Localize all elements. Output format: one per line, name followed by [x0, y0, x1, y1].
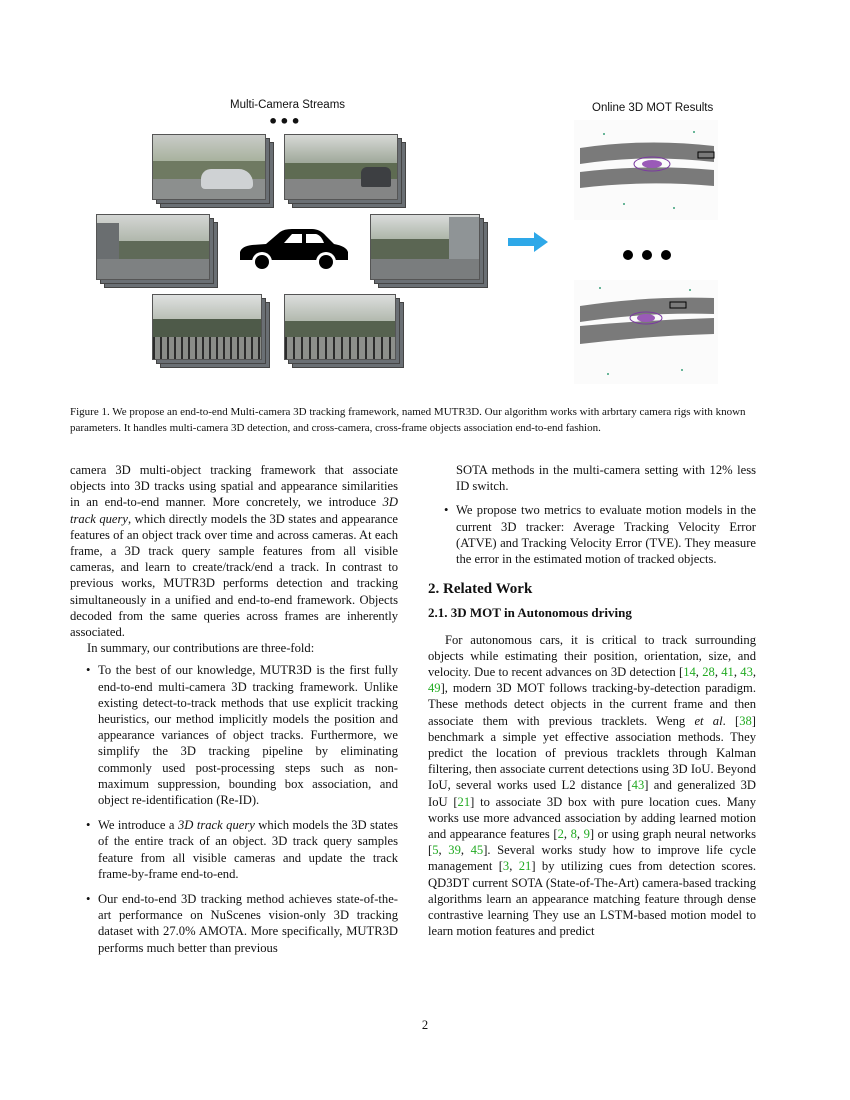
- page-number: 2: [421, 1018, 429, 1032]
- subsection-heading: 2.1. 3D MOT in Autonomous driving: [428, 605, 632, 621]
- citation-link[interactable]: 49: [428, 681, 441, 696]
- citation-link[interactable]: 41: [721, 665, 734, 680]
- camera-ellipsis-dots: •••: [268, 112, 302, 131]
- citation-link[interactable]: 43: [631, 778, 645, 793]
- camera-image-back: [284, 294, 396, 360]
- camera-image-back-left: [152, 294, 262, 360]
- left-figure-title: Multi-Camera Streams: [230, 99, 346, 111]
- related-work-paragraph: For autonomous cars, it is critical to track surrounding objects while estimating their position, orientation, size, and velocity. Due to recent advances on 3D detection [14, 28, 41, 43, 49], modern 3D MOT follows tracking-by-detection paradigm. These methods detect objects in the current frame and then associate them with previous tracklets. Weng et al. [38] benchmark a simple yet effective association methods. They predict the location of previous tracklets through Kalman filtering, then associate current detections using 3D IoU. Beyond IoU, several works used L2 distance [43] and generalized 3D IoU [21] to associate 3D box with pure location cues. Many works use more advanced association by adding learned motion and appearance features [2, 8, 9] or using graph neural networks [5, 39, 45]. Several works study how to improve life cycle management [3, 21] by utilizing cues from detection scores. QD3DT current SOTA (State-of-The-Art) camera-based tracking algorithms learn an appearance matching feature through dense contrastive learning They use an LSTM-based motion model to learn motion features and predict: [428, 632, 757, 939]
- citation-link[interactable]: 45: [470, 843, 484, 858]
- section-heading: 2. Related Work: [428, 581, 533, 598]
- intro-paragraph: camera 3D multi-object tracking framework that associate objects into 3D tracks using spatial and appearance similarities in an end-to-end manner. More concretely, we introduce 3D track query, which directly models the 3D states and appearance features of an object track over time and across cameras. At each frame, a 3D track query sample features from all visible cameras, and learn to create/track/end a track. In contrast to previous works, MUTR3D performs detection and tracking simultaneously in a unified and end-to-end framework. Objects decoded from the same queries across frames are inherently associated.: [70, 463, 398, 640]
- car-icon: [232, 226, 352, 274]
- citation-link[interactable]: 28: [702, 665, 715, 680]
- left-column: [70, 462, 398, 965]
- right-arrow-icon: [508, 232, 548, 252]
- lidar-tracking-result-top: [574, 120, 718, 220]
- citation-link[interactable]: 5: [432, 843, 439, 858]
- citation-link[interactable]: 3: [502, 859, 510, 874]
- list-item: • We introduce a 3D track query which models the 3D states of the entire track of an object. 3D track query samples feature from all visible cameras and update the track frame-by-frame end-to-end.: [98, 817, 398, 882]
- citation-link[interactable]: 38: [739, 713, 752, 728]
- citation-link[interactable]: 14: [683, 665, 696, 680]
- list-item: • Our end-to-end 3D tracking method achieves state-of-the-art performance on NuScenes vision-only 3D tracking dataset with 27.0% AMOTA. More specifically, MUTR3D performs much better than previous: [98, 891, 398, 956]
- citation-link[interactable]: 2: [557, 827, 564, 842]
- lidar-tracking-result-bottom: [574, 280, 718, 384]
- results-ellipsis-dots: [622, 248, 672, 266]
- camera-image-front-left: [152, 134, 266, 200]
- right-figure-title: Online 3D MOT Results: [592, 102, 714, 114]
- list-item-continuation: SOTA methods in the multi-camera setting with 12% less ID switch.: [456, 463, 756, 494]
- citation-link[interactable]: 39: [448, 843, 461, 858]
- figure-caption: Figure 1. We propose an end-to-end Multi-camera 3D tracking framework, named MUTR3D. Our algorithm works with arbrtary camera rigs with known parameters. It handles multi-camera 3D detection, and cross-camera, cross-frame objects association end-to-end fashion.: [70, 406, 746, 434]
- citation-link[interactable]: 9: [583, 827, 590, 842]
- camera-image-front: [284, 134, 398, 200]
- citation-link[interactable]: 21: [457, 794, 471, 809]
- right-column: [428, 462, 756, 939]
- list-item: • To the best of our knowledge, MUTR3D is the first fully end-to-end multi-camera 3D tracking framework. Unlike existing detect-to-track methods that use explicit tracking heuristics, our method implicitly models the position and appearance variances of object tracks. Furthermore, we simplify the 3D tracking pipeline by eliminating commonly used post-processing steps such as non-maximum suppression, bounding box association, and object re-identification (Re-ID).: [98, 662, 398, 808]
- contributions-list-cont: [428, 502, 756, 567]
- citation-link[interactable]: 43: [740, 665, 753, 680]
- camera-image-left: [96, 214, 210, 280]
- citation-link[interactable]: 21: [518, 859, 532, 874]
- camera-image-right: [370, 214, 480, 280]
- list-item: • We propose two metrics to evaluate motion models in the current 3D tracker: Average Tracking Velocity Error (ATVE) and Tracking Velocity Error (TVE). They measure the error in the estimated motion of tracked objects.: [456, 502, 756, 567]
- contributions-list: [70, 662, 398, 955]
- citation-link[interactable]: 8: [570, 827, 577, 842]
- summary-line: In summary, our contributions are three-fold:: [87, 641, 315, 656]
